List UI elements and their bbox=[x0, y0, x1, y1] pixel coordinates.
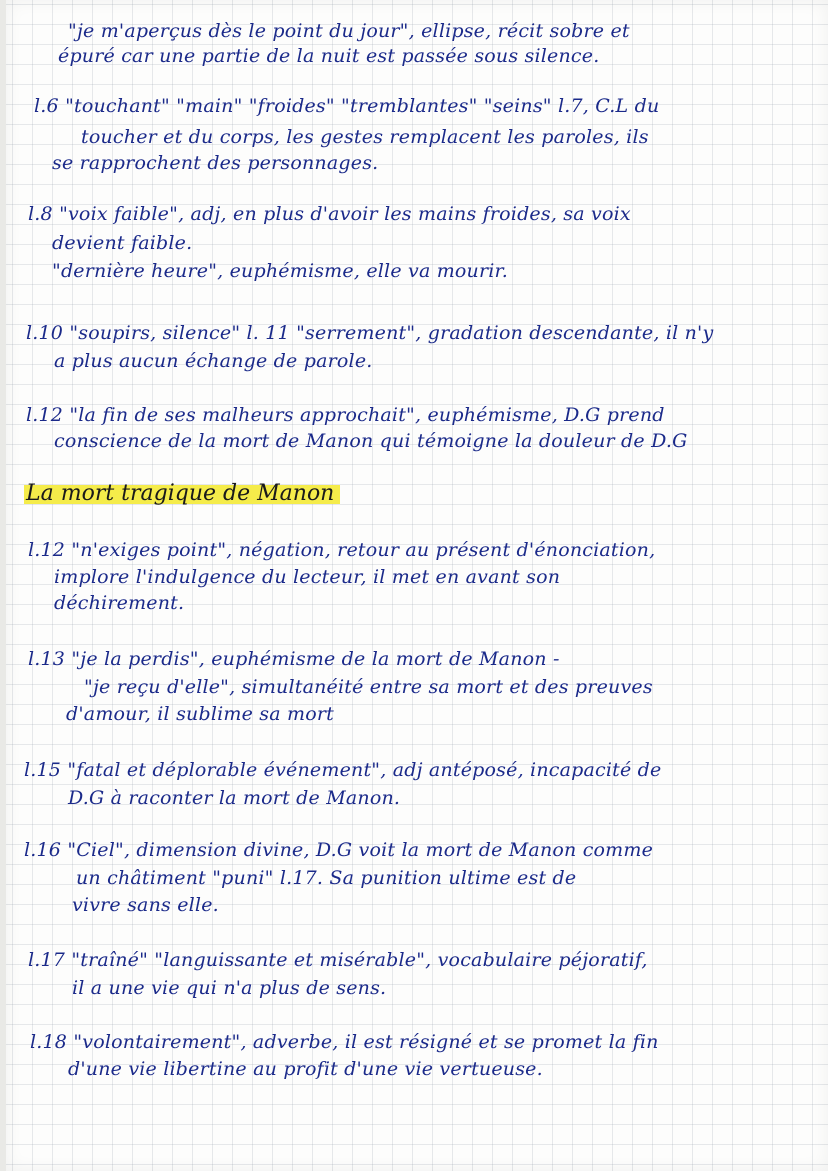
note-ref: l.8 bbox=[28, 203, 53, 225]
note-ref: l.15 bbox=[24, 759, 62, 781]
note-line: "Ciel", dimension divine, D.G voit la mort de Manon comme bbox=[67, 839, 654, 861]
note-line: conscience de la mort de Manon qui témoigne la douleur de D.G bbox=[54, 430, 688, 452]
note-line: d'une vie libertine au profit d'une vie vertueuse. bbox=[68, 1058, 543, 1080]
note-line: "soupirs, silence" l. 11 "serrement", gradation descendante, il n'y bbox=[69, 322, 714, 344]
note-ref: l.13 bbox=[28, 648, 66, 670]
note-line: "dernière heure", euphémisme, elle va mourir. bbox=[52, 260, 508, 282]
note-line: devient faible. bbox=[52, 232, 193, 254]
note-line: "n'exiges point", négation, retour au présent d'énonciation, bbox=[71, 539, 656, 561]
note-line: toucher et du corps, les gestes remplacent les paroles, ils bbox=[81, 126, 649, 148]
note-line: "la fin de ses malheurs approchait", euphémisme, D.G prend bbox=[69, 404, 665, 426]
note-line: "voix faible", adj, en plus d'avoir les mains froides, sa voix bbox=[59, 203, 631, 225]
note-line: "je reçu d'elle", simultanéité entre sa mort et des preuves bbox=[84, 676, 653, 698]
note-ref: l.16 bbox=[24, 839, 62, 861]
note-line: "fatal et déplorable événement", adj antéposé, incapacité de bbox=[67, 759, 662, 781]
note-line: "volontairement", adverbe, il est résigné et se promet la fin bbox=[73, 1031, 659, 1053]
note-line: a plus aucun échange de parole. bbox=[54, 350, 373, 372]
note-line: vivre sans elle. bbox=[72, 894, 219, 916]
note-ref: l.6 bbox=[34, 95, 59, 117]
note-line: il a une vie qui n'a plus de sens. bbox=[72, 977, 387, 999]
note-line: un châtiment "puni" l.17. Sa punition ultime est de bbox=[76, 867, 577, 889]
note-ref: l.18 bbox=[30, 1031, 68, 1053]
note-line: "traîné" "languissante et misérable", vocabulaire péjoratif, bbox=[71, 949, 648, 971]
note-line: D.G à raconter la mort de Manon. bbox=[68, 787, 401, 809]
intro-line-2: épuré car une partie de la nuit est passée sous silence. bbox=[58, 45, 600, 67]
note-line: "je la perdis", euphémisme de la mort de Manon - bbox=[71, 648, 560, 670]
note-ref: l.17 bbox=[28, 949, 66, 971]
note-ref: l.12 bbox=[26, 404, 64, 426]
note-line: "touchant" "main" "froides" "tremblantes" "seins" l.7, C.L du bbox=[65, 95, 660, 117]
note-line: implore l'indulgence du lecteur, il met en avant son bbox=[54, 566, 561, 588]
note-line: se rapprochent des personnages. bbox=[52, 152, 379, 174]
section-heading: La mort tragique de Manon bbox=[24, 480, 340, 508]
intro-line-1: "je m'aperçus dès le point du jour", ellipse, récit sobre et bbox=[68, 20, 630, 42]
note-line: déchirement. bbox=[54, 592, 185, 614]
note-line: d'amour, il sublime sa mort bbox=[66, 703, 334, 725]
note-ref: l.10 bbox=[26, 322, 64, 344]
note-ref: l.12 bbox=[28, 539, 66, 561]
